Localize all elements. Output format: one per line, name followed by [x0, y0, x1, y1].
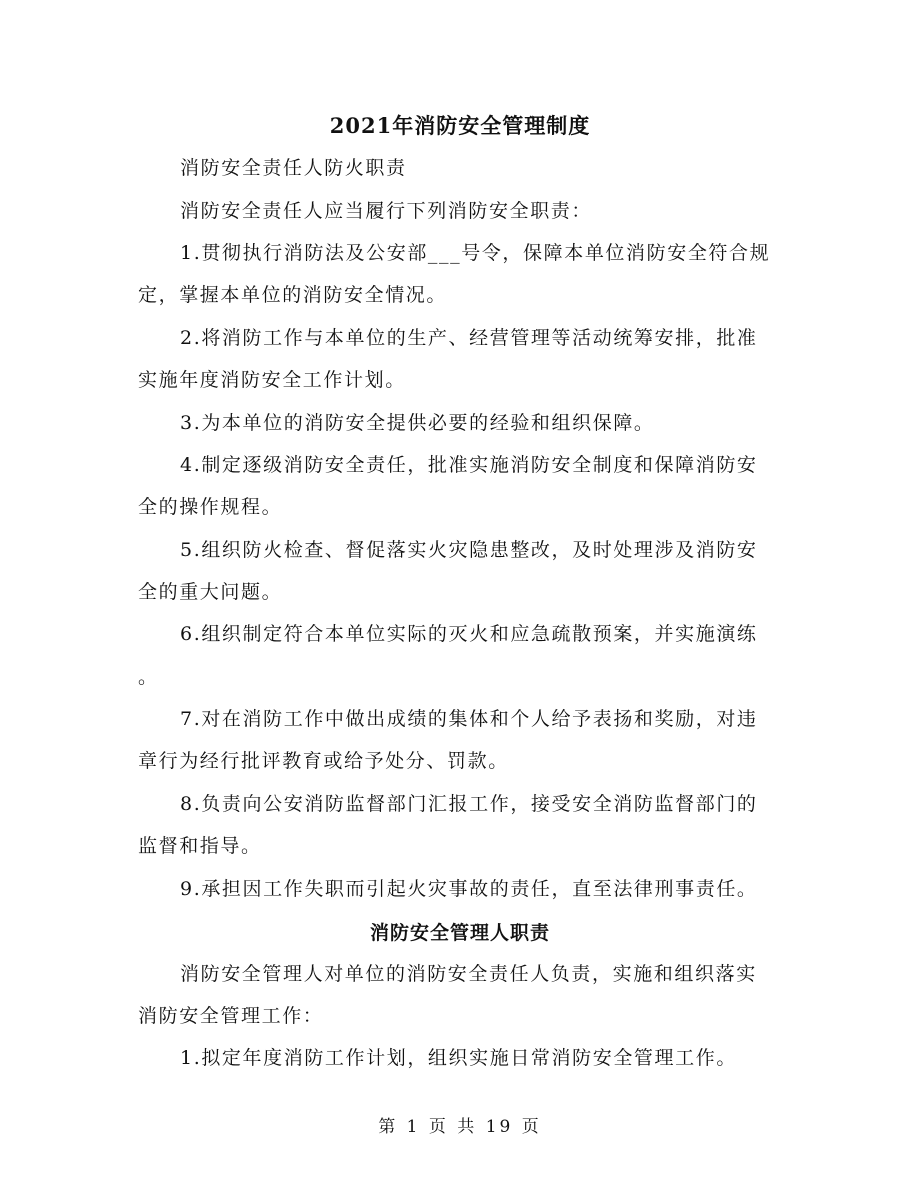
paragraph-line: 2.将消防工作与本单位的生产、经营管理等活动统筹安排，批准: [180, 327, 758, 349]
paragraph-line: 定，掌握本单位的消防安全情况。: [138, 284, 448, 306]
paragraph-line: 章行为经行批评教育或给予处分、罚款。: [138, 750, 509, 772]
paragraph-line: 6.组织制定符合本单位实际的灭火和应急疏散预案，并实施演练: [180, 623, 758, 645]
paragraph-line: 全的操作规程。: [138, 496, 283, 518]
paragraph-line: 实施年度消防安全工作计划。: [138, 369, 406, 391]
paragraph-line: 。: [138, 666, 159, 688]
paragraph-line: 9.承担因工作失职而引起火灾事故的责任，直至法律刑事责任。: [180, 878, 758, 900]
paragraph-line: 4.制定逐级消防安全责任，批准实施消防安全制度和保障消防安: [180, 454, 758, 476]
paragraph-line: 7.对在消防工作中做出成绩的集体和个人给予表扬和奖励，对违: [180, 708, 758, 730]
paragraph-line: 监督和指导。: [138, 835, 262, 857]
section-heading: 消防安全管理人职责: [369, 922, 550, 944]
page-footer: 第 1 页 共 19 页: [378, 1117, 542, 1137]
paragraph-line: 1.拟定年度消防工作计划，组织实施日常消防安全管理工作。: [180, 1047, 737, 1069]
paragraph-line: 消防安全责任人应当履行下列消防安全职责：: [180, 200, 593, 222]
document-title: 2021年消防安全管理制度: [329, 113, 591, 138]
paragraph-line: 消防安全责任人防火职责: [180, 157, 407, 179]
paragraph-line: 全的重大问题。: [138, 581, 283, 603]
paragraph-line: 1.贯彻执行消防法及公安部___号令，保障本单位消防安全符合规: [180, 242, 771, 264]
paragraph-line: 5.组织防火检查、督促落实火灾隐患整改，及时处理涉及消防安: [180, 539, 758, 561]
paragraph-line: 消防安全管理工作：: [138, 1005, 324, 1027]
paragraph-line: 消防安全管理人对单位的消防安全责任人负责，实施和组织落实: [180, 963, 757, 985]
paragraph-line: 3.为本单位的消防安全提供必要的经验和组织保障。: [180, 412, 655, 434]
paragraph-line: 8.负责向公安消防监督部门汇报工作，接受安全消防监督部门的: [180, 793, 758, 815]
